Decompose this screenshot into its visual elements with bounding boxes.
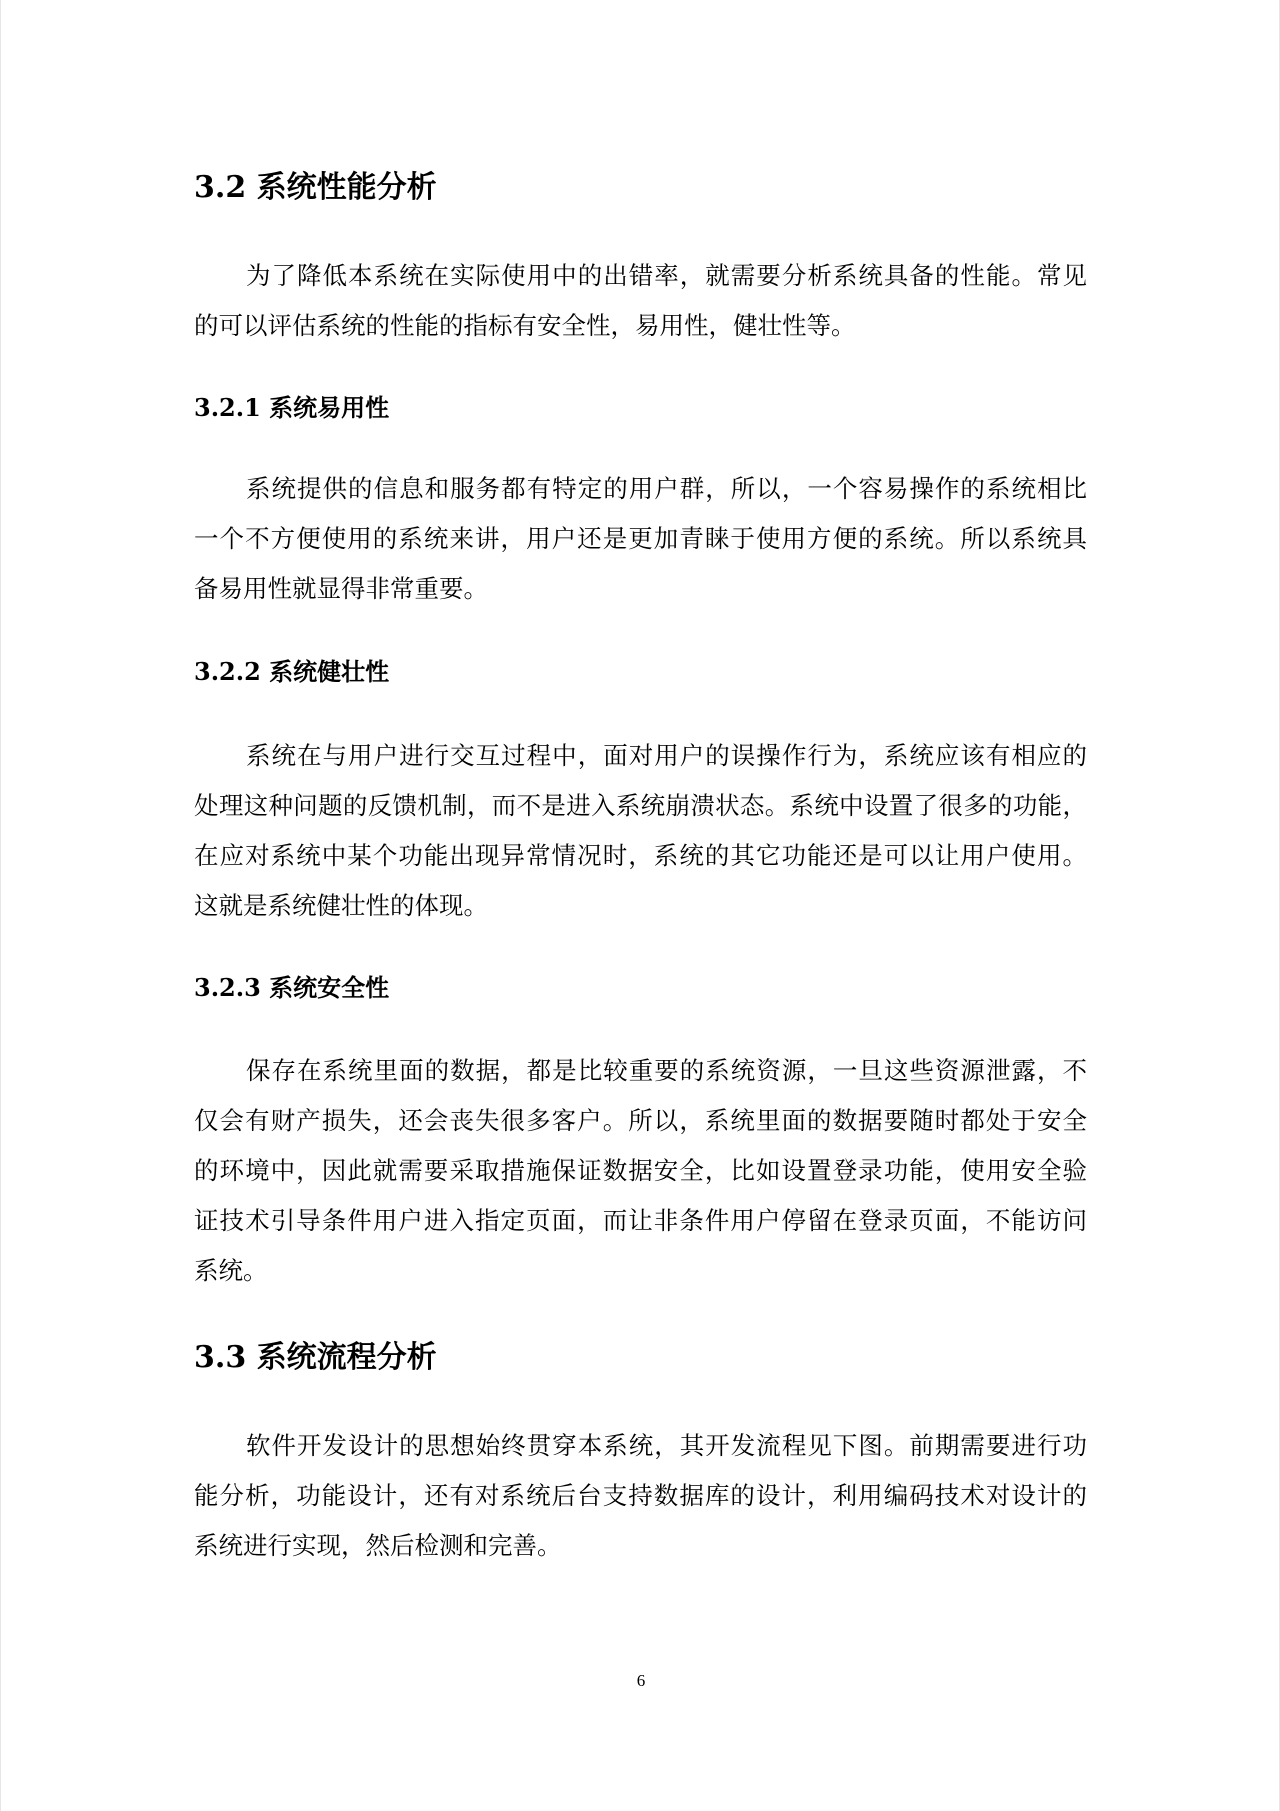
paragraph-line: 在应对系统中某个功能出现异常情况时，系统的其它功能还是可以让用户使用。 (194, 841, 1087, 870)
paragraph-3-2-1 (194, 464, 1087, 614)
paragraph-line: 为了降低本系统在实际使用中的出错率，就需要分析系统具备的性能。常见 (246, 261, 1087, 290)
paragraph-line: 这就是系统健壮性的体现。 (194, 891, 488, 920)
paragraph-line: 系统进行实现，然后检测和完善。 (194, 1531, 562, 1560)
paragraph-3-3 (194, 1421, 1087, 1571)
paragraph-line: 系统在与用户进行交互过程中，面对用户的误操作行为，系统应该有相应的 (246, 741, 1087, 770)
paragraph-line: 保存在系统里面的数据，都是比较重要的系统资源，一旦这些资源泄露，不 (246, 1056, 1087, 1085)
paragraph-line: 软件开发设计的思想始终贯穿本系统，其开发流程见下图。前期需要进行功 (246, 1431, 1087, 1460)
section-heading-3-2: 3.2 系统性能分析 (194, 170, 437, 205)
section-heading-3-2-3: 3.2.3 系统安全性 (194, 973, 390, 1002)
paragraph-line: 证技术引导条件用户进入指定页面，而让非条件用户停留在登录页面，不能访问 (194, 1206, 1087, 1235)
paragraph-line: 仅会有财产损失，还会丧失很多客户。所以，系统里面的数据要随时都处于安全 (194, 1106, 1087, 1135)
paragraph-line: 系统提供的信息和服务都有特定的用户群，所以，一个容易操作的系统相比 (246, 474, 1087, 503)
paragraph-line: 的可以评估系统的性能的指标有安全性，易用性，健壮性等。 (194, 311, 856, 340)
paragraph-line: 处理这种问题的反馈机制，而不是进入系统崩溃状态。系统中设置了很多的功能， (194, 791, 1087, 820)
paragraph-line: 系统。 (194, 1256, 268, 1285)
section-heading-3-2-1: 3.2.1 系统易用性 (194, 393, 390, 422)
paragraph-line: 一个不方便使用的系统来讲，用户还是更加青睐于使用方便的系统。所以系统具 (194, 524, 1087, 553)
paragraph-3-2-3 (194, 1046, 1087, 1296)
paragraph-3-2 (194, 251, 1087, 351)
paragraph-line: 能分析，功能设计，还有对系统后台支持数据库的设计，利用编码技术对设计的 (194, 1481, 1087, 1510)
section-heading-3-2-2: 3.2.2 系统健壮性 (194, 657, 390, 686)
paragraph-3-2-2 (194, 731, 1087, 931)
paragraph-line: 备易用性就显得非常重要。 (194, 574, 488, 603)
paragraph-line: 的环境中，因此就需要采取措施保证数据安全，比如设置登录功能，使用安全验 (194, 1156, 1087, 1185)
page-number: 6 (636, 1671, 646, 1690)
section-heading-3-3: 3.3 系统流程分析 (194, 1340, 437, 1375)
